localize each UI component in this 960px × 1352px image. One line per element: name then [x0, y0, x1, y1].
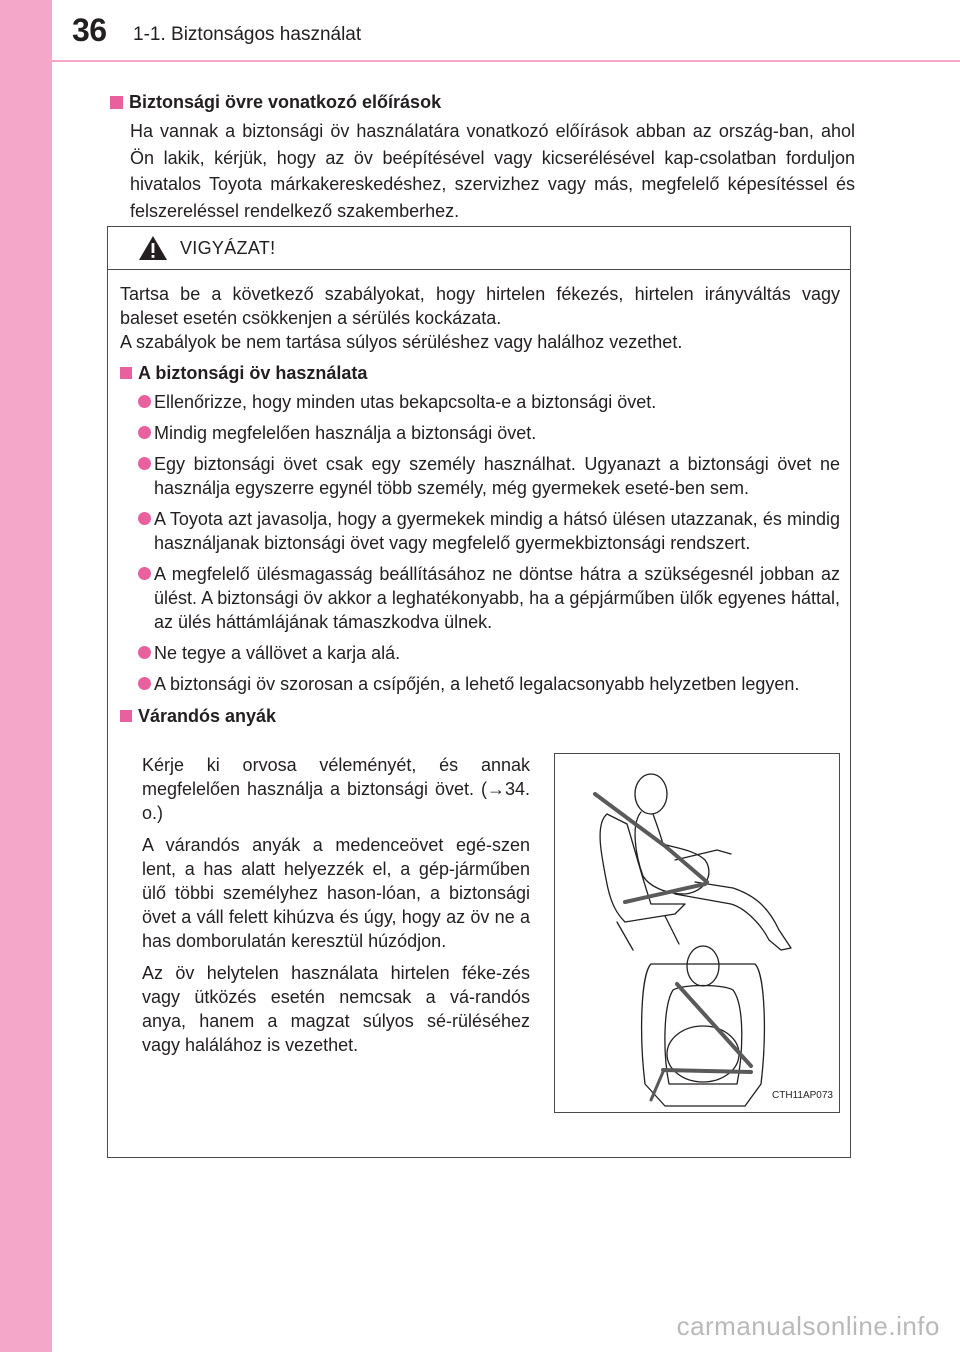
side-color-band	[0, 0, 52, 1352]
belt-regulations-section	[110, 89, 855, 224]
seatbelt-illustration	[554, 753, 840, 1113]
warning-triangle-icon	[138, 235, 168, 261]
section-heading	[110, 89, 855, 115]
caution-body	[108, 270, 850, 1135]
list-item-text: Ne tegye a vállövet a karja alá.	[154, 643, 401, 663]
subsection-heading	[120, 360, 840, 386]
paragraph: Az öv helytelen használata hirtelen féke-zés vagy ütközés esetén nemcsak a vá-randós anya, hanem a magzat súlyos sé-rüléséhez vagy halálához is vezethet.	[142, 963, 530, 1055]
square-bullet-icon	[120, 367, 132, 379]
running-head: 1-1. Biztonságos használat	[133, 24, 362, 45]
list-item-text: A megfelelő ülésmagasság beállításához ne döntse hátra a szükségesnél jobban az ülést. A biztonsági öv akkor a leghatékonyabb, ha a gépjárműben ülők egyenes háttal, az ülés háttámlájának támaszkodva ülnek.	[154, 564, 840, 632]
list-item-text: Egy biztonsági övet csak egy személy használhat. Ugyanazt a biztonsági övet ne használja egyszerre egynél több személy, még gyermekek eseté-ben sem.	[154, 454, 840, 498]
list-item	[120, 390, 840, 414]
pregnant-women-text	[142, 753, 530, 1065]
square-bullet-icon	[120, 710, 132, 722]
subsection-heading	[120, 703, 840, 729]
subsection-title: A biztonsági öv használata	[138, 363, 368, 383]
list-item	[120, 452, 840, 500]
header-rule	[52, 60, 960, 62]
list-item	[120, 672, 840, 696]
caution-title: VIGYÁZAT!	[180, 237, 276, 258]
list-item	[120, 421, 840, 445]
bullet-dot-icon	[138, 395, 151, 408]
caution-intro	[120, 282, 840, 354]
list-item	[120, 562, 840, 634]
pregnant-passenger-figure	[555, 754, 841, 1114]
list-item-text: Mindig megfelelően használja a biztonsági övet.	[154, 423, 537, 443]
bullet-dot-icon	[138, 646, 151, 659]
list-item-text: Ellenőrizze, hogy minden utas bekapcsolta-e a biztonsági övet.	[154, 392, 657, 412]
bullet-dot-icon	[138, 457, 151, 470]
section-title: Biztonsági övre vonatkozó előírások	[129, 92, 442, 112]
caution-intro-text: Tartsa be a következő szabályokat, hogy hirtelen fékezés, hirtelen irányváltás vagy baleset esetén csökkenjen a sérülés kockázata.	[120, 284, 840, 328]
square-bullet-icon	[110, 96, 123, 109]
caution-box	[107, 226, 851, 1158]
paragraph: Kérje ki orvosa véleményét, és annak megfelelően használja a biztonsági övet. (→34. o.)	[142, 755, 530, 823]
watermark: carmanualsonline.info	[676, 1311, 940, 1341]
list-item	[120, 507, 840, 555]
list-item	[120, 641, 840, 665]
section-body: Ha vannak a biztonsági öv használatára vonatkozó előírások abban az ország-ban, ahol Ön lakik, kérjük, hogy az öv beépítésével vagy kicserélésével kap-csolatban forduljon hivatalos Toyota márkakereskedéshez, szervizhez vagy más, megfelelő képesítéssel és felszereléssel rendelkező szakemberhez.	[130, 121, 855, 221]
subsection-title: Várandós anyák	[138, 706, 277, 726]
paragraph: A várandós anyák a medenceövet egé-szen lent, a has alatt helyezzék el, a gép-járműben ülő többi személyhez hason-lóan, a biztonsági övet a váll felett kihúzva és úgy, hogy az öv ne a has domborulatán keresztül húzódjon.	[142, 835, 530, 951]
list-item-text: A Toyota azt javasolja, hogy a gyermekek mindig a hátsó ülésen utazzanak, és mindig használjanak biztonsági övet vagy megfelelő gyermekbiztonsági rendszert.	[154, 509, 840, 553]
figure-code: CTH11AP073	[772, 1090, 833, 1101]
page-number: 36	[72, 12, 107, 48]
list-item-text: A biztonsági öv szorosan a csípőjén, a lehető legalacsonyabb helyzetben legyen.	[154, 674, 800, 694]
caution-header	[108, 227, 850, 270]
bullet-dot-icon	[138, 677, 151, 690]
pregnant-women-block	[120, 735, 840, 1135]
bullet-dot-icon	[138, 426, 151, 439]
belt-usage-list	[120, 390, 840, 696]
bullet-dot-icon	[138, 512, 151, 525]
caution-intro-text: A szabályok be nem tartása súlyos sérüléshez vagy halálhoz vezethet.	[120, 332, 683, 352]
bullet-dot-icon	[138, 567, 151, 580]
